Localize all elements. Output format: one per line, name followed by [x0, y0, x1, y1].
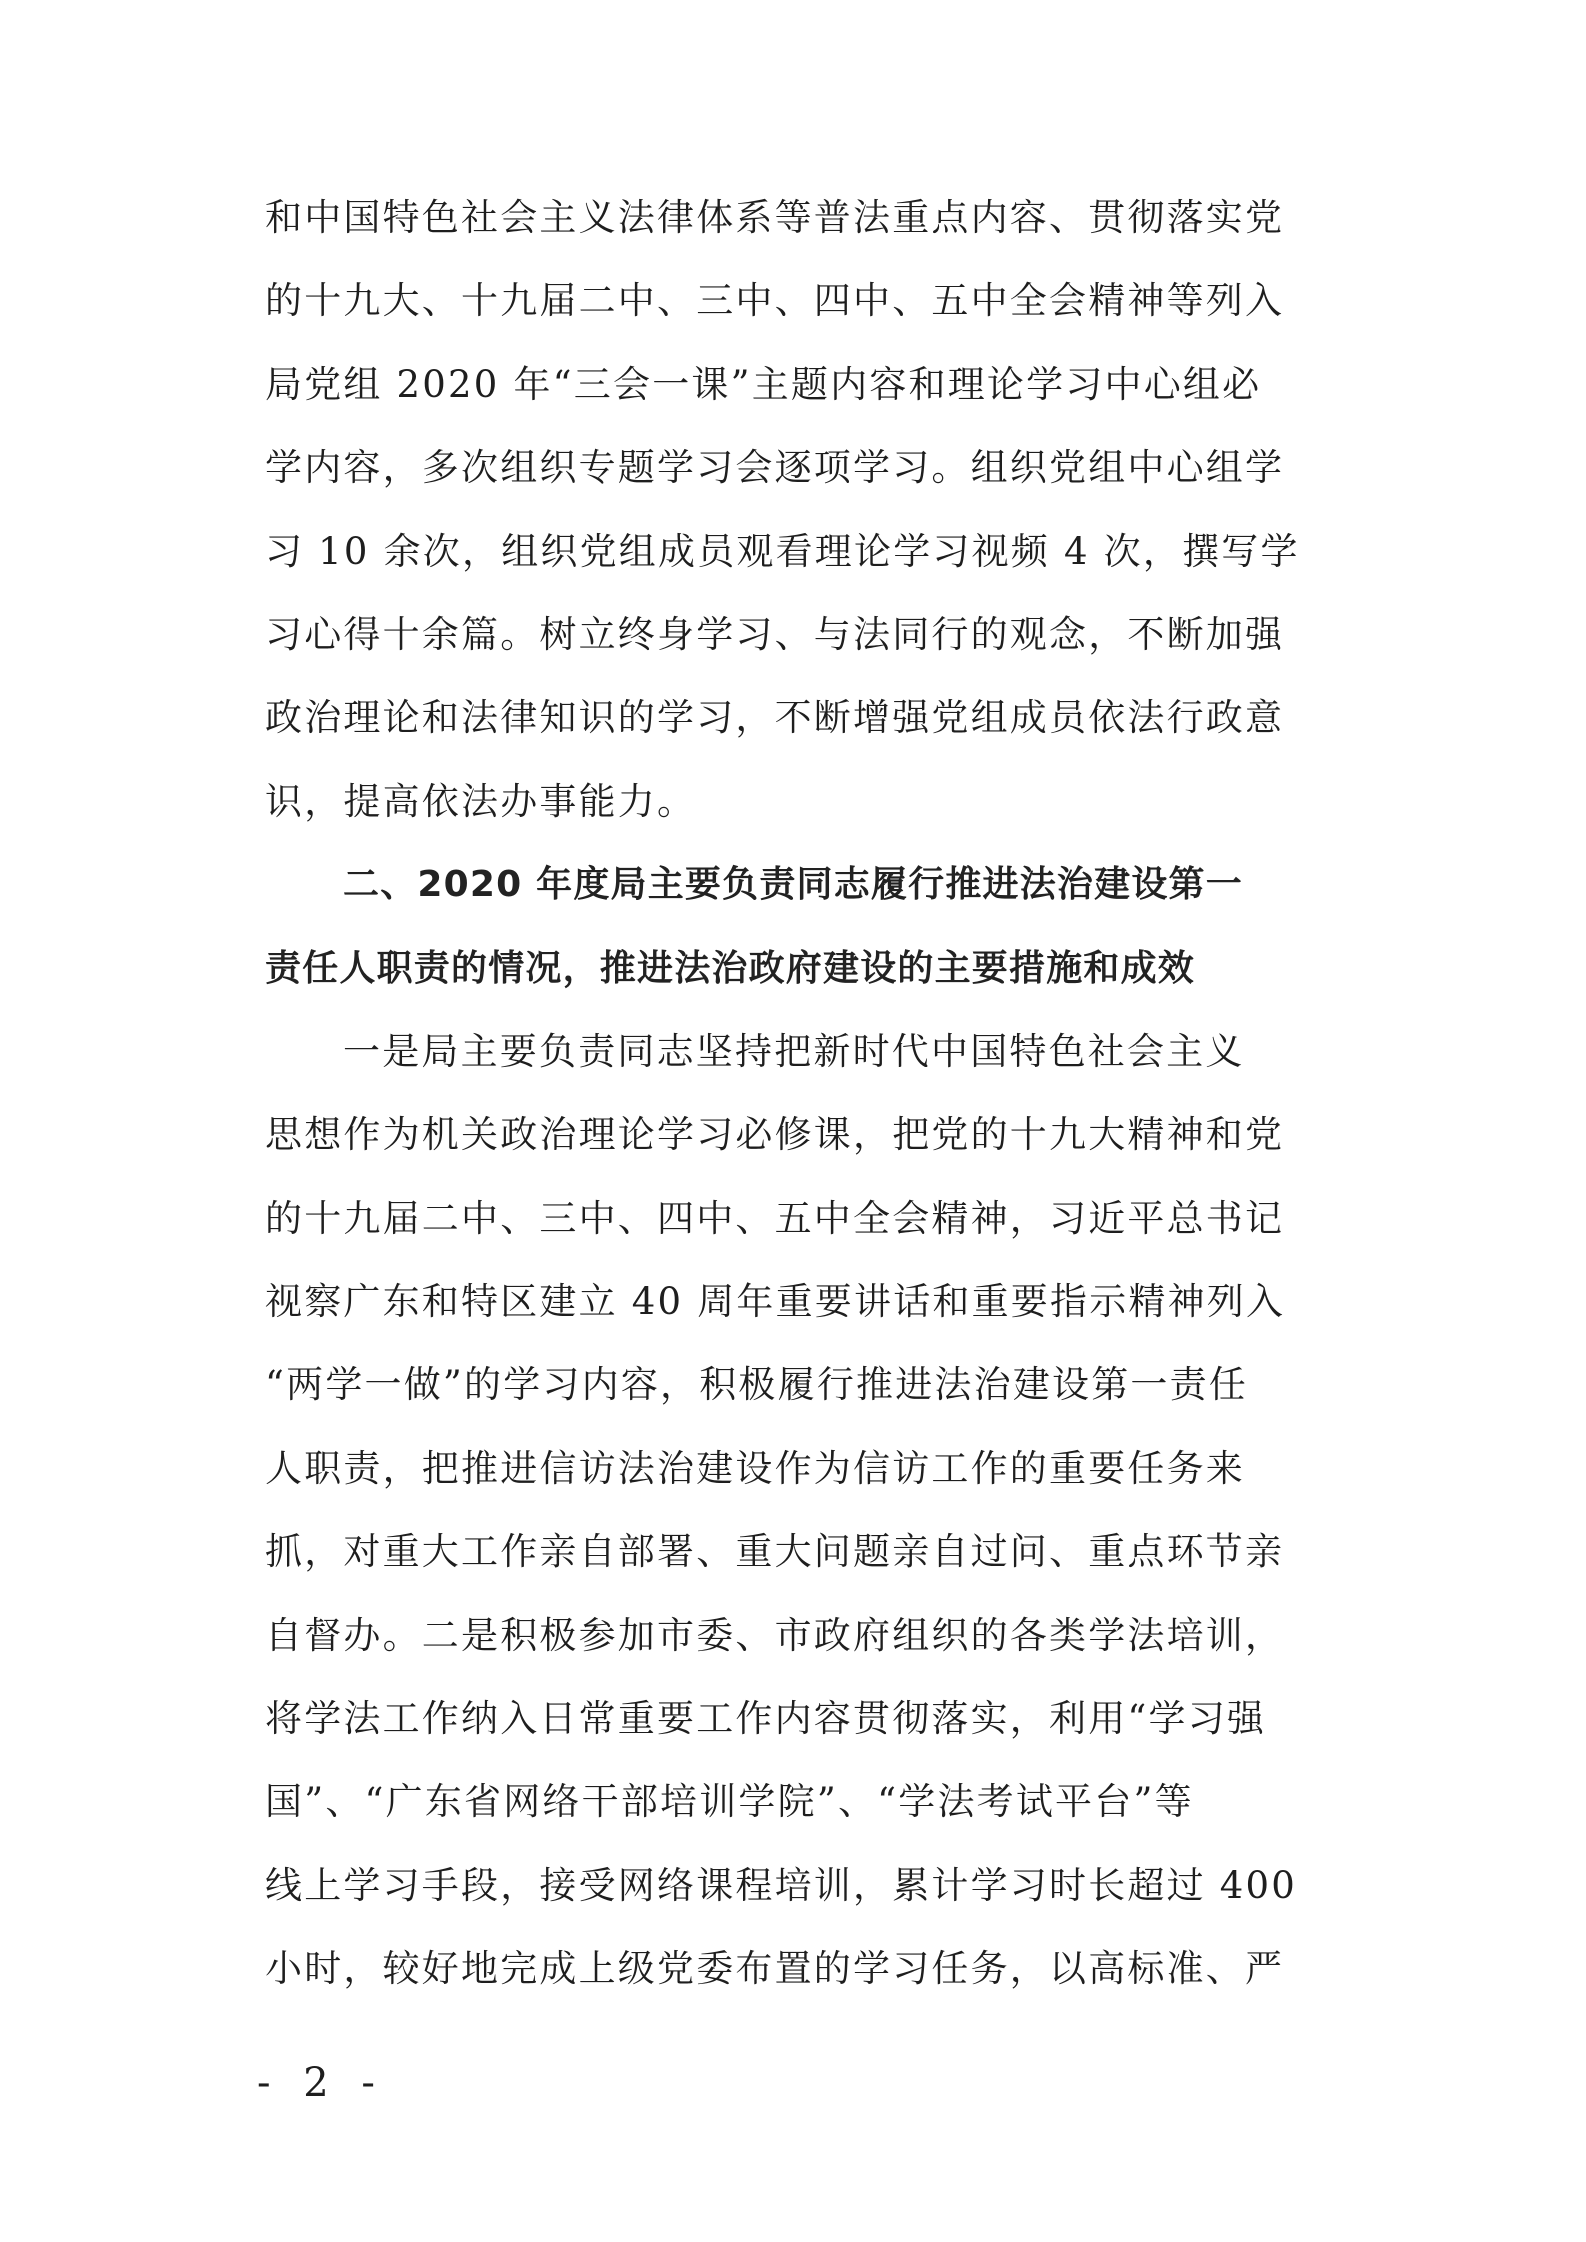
text-line: 小时，较好地完成上级党委布置的学习任务，以高标准、严 — [265, 1947, 1285, 1991]
text-line: 习 10 余次，组织党组成员观看理论学习视频 4 次，撰写学 — [265, 529, 1300, 573]
section-heading-line: 责任人职责的情况，推进法治政府建设的主要措施和成效 — [265, 947, 1196, 989]
text-line: 人职责，把推进信访法治建设作为信访工作的重要任务来 — [265, 1446, 1245, 1490]
text-line: 的十九大、十九届二中、三中、四中、五中全会精神等列入 — [265, 279, 1285, 323]
text-line: 识，提高依法办事能力。 — [265, 779, 697, 823]
text-line: 习心得十余篇。树立终身学习、与法同行的观念，不断加强 — [265, 612, 1285, 656]
text-line: 学内容，多次组织专题学习会逐项学习。组织党组中心组学 — [265, 446, 1285, 490]
text-line: 自督办。二是积极参加市委、市政府组织的各类学法培训， — [265, 1613, 1285, 1657]
section-heading — [265, 843, 1375, 1010]
text-line: 抓，对重大工作亲自部署、重大问题亲自过问、重点环节亲 — [265, 1530, 1285, 1574]
text-line: 线上学习手段，接受网络课程培训，累计学习时长超过 400 — [265, 1863, 1297, 1907]
text-line: 思想作为机关政治理论学习必修课，把党的十九大精神和党 — [265, 1113, 1285, 1157]
text-line: 政治理论和法律知识的学习，不断增强党组成员依法行政意 — [265, 696, 1285, 740]
text-line: 将学法工作纳入日常重要工作内容贯彻落实，利用“学习强 — [265, 1697, 1267, 1741]
body-text — [265, 176, 1375, 2011]
text-line: 国”、“广东省网络干部培训学院”、“学法考试平台”等 — [265, 1780, 1194, 1824]
text-line: 视察广东和特区建立 40 周年重要讲话和重要指示精神列入 — [265, 1280, 1286, 1324]
text-line: 的十九届二中、三中、四中、五中全会精神，习近平总书记 — [265, 1196, 1285, 1240]
paragraph-2 — [265, 1010, 1375, 2011]
text-line: 一是局主要负责同志坚持把新时代中国特色社会主义 — [343, 1029, 1245, 1073]
text-line: 局党组 2020 年“三会一课”主题内容和理论学习中心组必 — [265, 362, 1262, 406]
text-line: 和中国特色社会主义法律体系等普法重点内容、贯彻落实党 — [265, 196, 1285, 239]
paragraph-1 — [265, 176, 1375, 843]
page-number: - 2 - — [257, 2060, 385, 2106]
section-heading-line: 二、2020 年度局主要负责同志履行推进法治建设第一 — [343, 864, 1243, 906]
text-line: “两学一做”的学习内容，积极履行推进法治建设第一责任 — [265, 1363, 1249, 1407]
